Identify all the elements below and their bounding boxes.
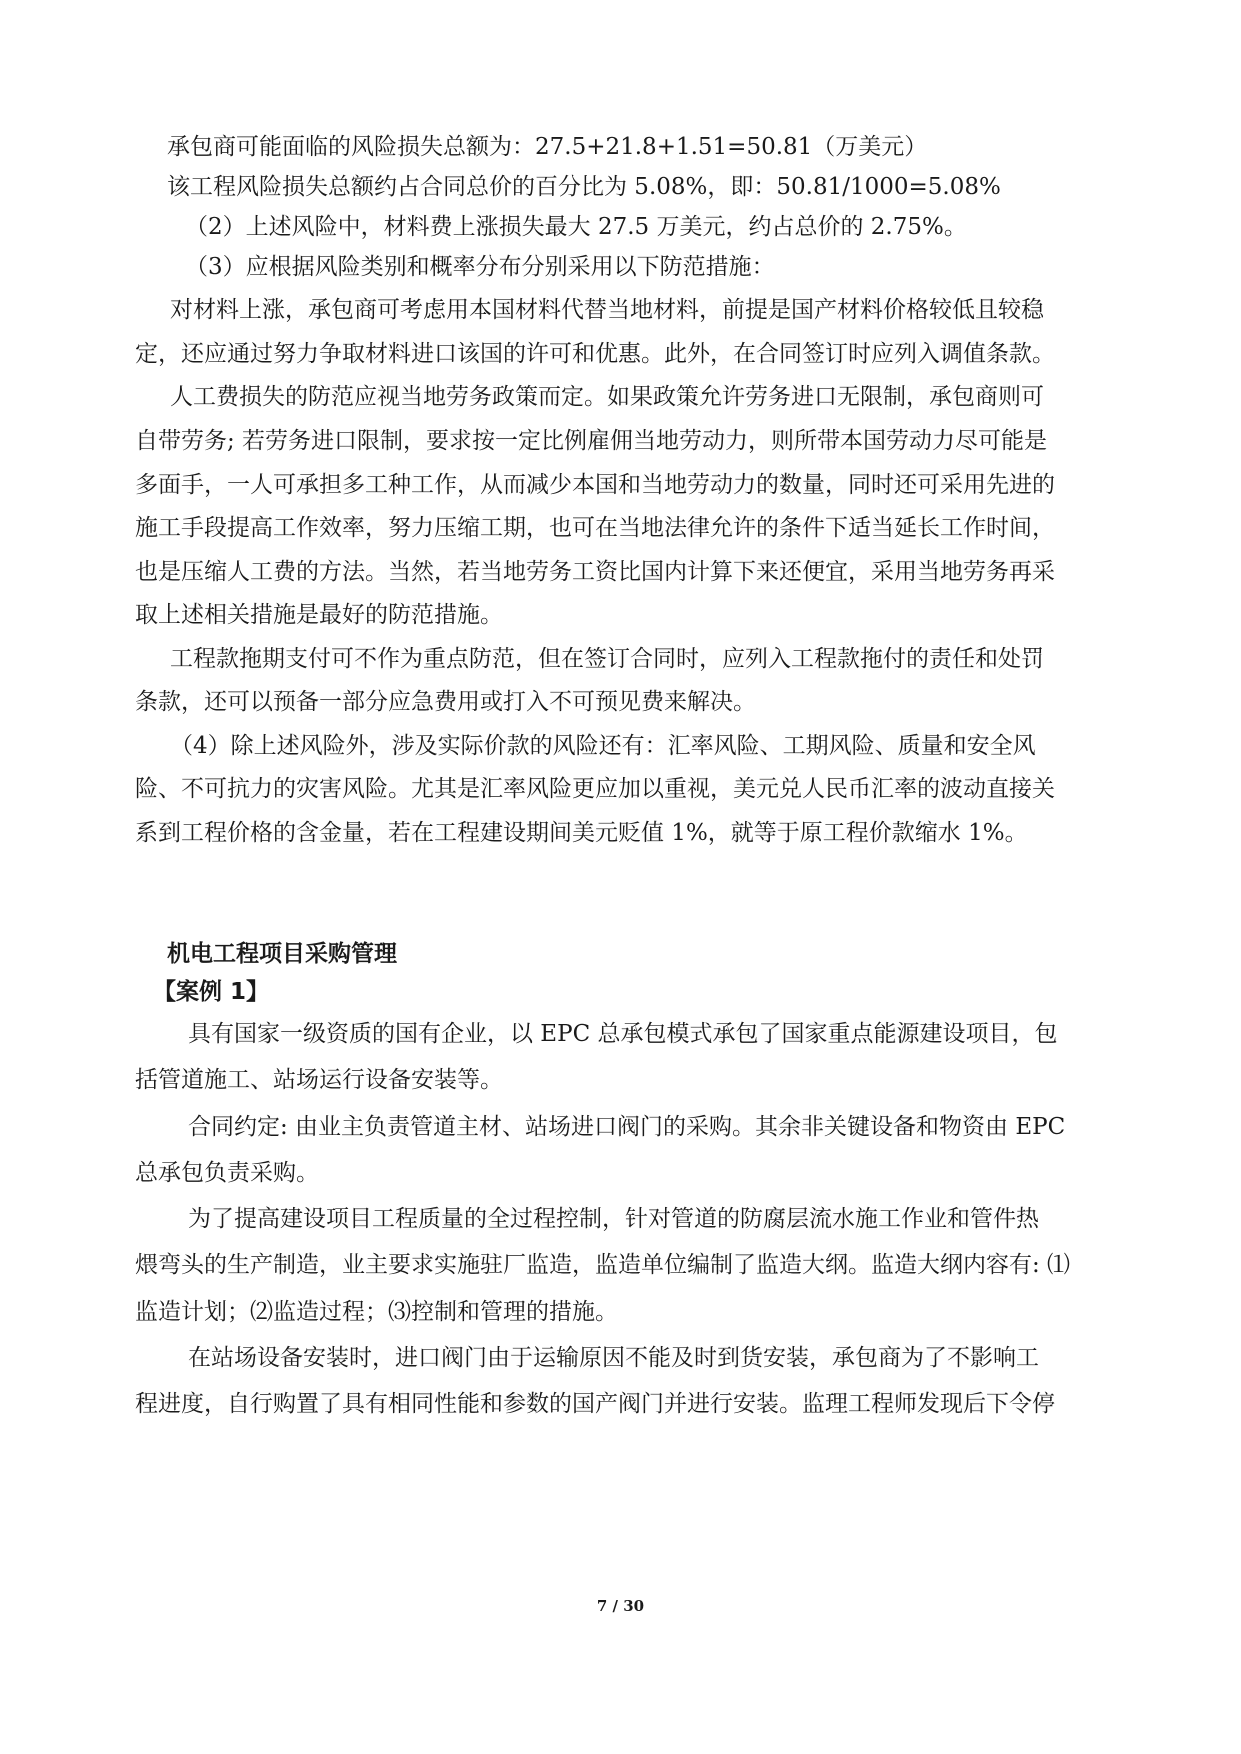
paragraph-line: 定，还应通过努力争取材料进口该国的许可和优惠。此外，在合同签订时应列入调值条款。 [135,341,1055,367]
paragraph-line: 也是压缩人工费的方法。当然，若当地劳务工资比国内计算下来还便宜，采用当地劳务再采 [135,559,1055,585]
paragraph-line: 人工费损失的防范应视当地劳务政策而定。如果政策允许劳务进口无限制，承包商则可 [170,384,1044,410]
paragraph-line: 程进度，自行购置了具有相同性能和参数的国产阀门并进行安装。监理工程师发现后下令停 [135,1391,1055,1417]
paragraph-line: 系到工程价格的含金量，若在工程建设期间美元贬值 1%，就等于原工程价款缩水 1%。 [135,820,1028,846]
paragraph-line: 施工手段提高工作效率，努力压缩工期，也可在当地法律允许的条件下适当延长工作时间， [135,515,1055,541]
paragraph-line: 合同约定: 由业主负责管道主材、站场进口阀门的采购。其余非关键设备和物资由 EPC [188,1114,1066,1140]
paragraph-line: （3）应根据风险类别和概率分布分别采用以下防范措施： [185,254,775,280]
paragraph-line: 总承包负责采购。 [135,1160,319,1186]
paragraph-line: 监造计划；⑵监造过程；⑶控制和管理的措施。 [135,1299,618,1325]
paragraph-line: 该工程风险损失总额约占合同总价的百分比为 5.08%，即：50.81/1000=5.08% [167,174,1001,200]
paragraph-line: 煨弯头的生产制造，业主要求实施驻厂监造，监造单位编制了监造大纲。监造大纲内容有: ⑴ [135,1252,1071,1278]
paragraph-line: 险、不可抗力的灾害风险。尤其是汇率风险更应加以重视，美元兑人民币汇率的波动直接关 [135,776,1055,802]
page-number: 7 / 30 [596,1597,645,1615]
paragraph-line: 对材料上涨，承包商可考虑用本国材料代替当地材料，前提是国产材料价格较低且较稳 [170,297,1044,323]
paragraph-line: 为了提高建设项目工程质量的全过程控制，针对管道的防腐层流水施工作业和管件热 [188,1206,1039,1232]
paragraph-line: 在站场设备安装时，进口阀门由于运输原因不能及时到货安装，承包商为了不影响工 [188,1345,1039,1371]
paragraph-line: 取上述相关措施是最好的防范措施。 [135,602,503,628]
paragraph-line: 具有国家一级资质的国有企业，以 EPC 总承包模式承包了国家重点能源建设项目，包 [188,1021,1058,1047]
paragraph-line: 条款，还可以预备一部分应急费用或打入不可预见费来解决。 [135,689,756,715]
paragraph-line: 承包商可能面临的风险损失总额为：27.5+21.8+1.51=50.81（万美元） [167,134,928,160]
paragraph-line: 自带劳务; 若劳务进口限制，要求按一定比例雇佣当地劳动力，则所带本国劳动力尽可能是 [135,428,1048,454]
paragraph-line: （2）上述风险中，材料费上涨损失最大 27.5 万美元，约占总价的 2.75%。 [185,214,967,240]
case-label: 【案例 1】 [153,979,270,1005]
paragraph-line: 括管道施工、站场运行设备安装等。 [135,1067,503,1093]
section-title: 机电工程项目采购管理 [167,941,397,967]
paragraph-line: 多面手，一人可承担多工种工作，从而减少本国和当地劳动力的数量，同时还可采用先进的 [135,472,1055,498]
paragraph-line: （4）除上述风险外，涉及实际价款的风险还有：汇率风险、工期风险、质量和安全风 [170,733,1036,759]
paragraph-line: 工程款拖期支付可不作为重点防范，但在签订合同时，应列入工程款拖付的责任和处罚 [170,646,1044,672]
